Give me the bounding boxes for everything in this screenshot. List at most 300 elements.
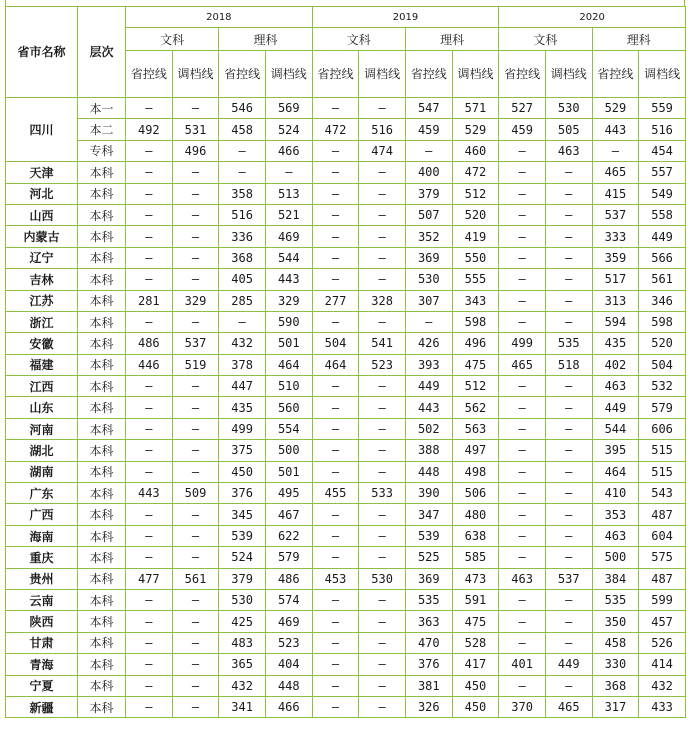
score-cell: — <box>312 611 359 632</box>
score-cell: 465 <box>499 354 546 375</box>
score-cell: 400 <box>405 162 452 183</box>
score-cell: — <box>359 397 406 418</box>
score-cell: 352 <box>405 226 452 247</box>
level-cell: 本科 <box>78 226 126 247</box>
score-cell: 638 <box>452 525 499 546</box>
score-cell: 347 <box>405 504 452 525</box>
score-cell: — <box>219 140 266 161</box>
score-cell: 487 <box>639 504 686 525</box>
score-cell: 523 <box>265 632 312 653</box>
score-cell: 524 <box>265 119 312 140</box>
score-cell: 486 <box>126 333 173 354</box>
level-cell: 本科 <box>78 333 126 354</box>
score-cell: — <box>359 204 406 225</box>
score-cell: — <box>126 589 173 610</box>
score-cell: 350 <box>592 611 639 632</box>
level-cell: 本科 <box>78 204 126 225</box>
level-header: 层次 <box>78 7 126 98</box>
score-cell: 530 <box>359 568 406 589</box>
score-cell: 376 <box>405 654 452 675</box>
score-cell: — <box>499 204 546 225</box>
score-cell: 410 <box>592 483 639 504</box>
score-cell: 502 <box>405 418 452 439</box>
province-cell: 江西 <box>6 376 78 397</box>
score-cell: 539 <box>219 525 266 546</box>
score-cell: 285 <box>219 290 266 311</box>
score-cell: 501 <box>265 333 312 354</box>
score-cell: 480 <box>452 504 499 525</box>
score-cell: 535 <box>592 589 639 610</box>
score-cell: 543 <box>639 483 686 504</box>
score-cell: — <box>545 290 592 311</box>
table-row <box>6 696 686 717</box>
province-cell: 河北 <box>6 183 78 204</box>
score-cell: 512 <box>452 183 499 204</box>
score-cell: — <box>312 98 359 119</box>
score-cell: 575 <box>639 547 686 568</box>
col-header-control-line: 省控线 <box>219 51 266 98</box>
score-cell: — <box>545 504 592 525</box>
score-cell: 557 <box>639 162 686 183</box>
score-cell: — <box>172 461 219 482</box>
province-cell: 辽宁 <box>6 247 78 268</box>
score-cell: — <box>545 162 592 183</box>
score-cell: 376 <box>219 483 266 504</box>
score-cell: — <box>545 525 592 546</box>
score-cell: 495 <box>265 483 312 504</box>
province-cell: 吉林 <box>6 269 78 290</box>
score-cell: 549 <box>639 183 686 204</box>
score-cell: 432 <box>219 333 266 354</box>
col-header-admission-line: 调档线 <box>172 51 219 98</box>
level-cell: 本科 <box>78 611 126 632</box>
level-cell: 本科 <box>78 632 126 653</box>
score-cell: — <box>312 504 359 525</box>
score-cell: 499 <box>499 333 546 354</box>
subject-header-science: 理科 <box>592 28 685 51</box>
score-cell: 470 <box>405 632 452 653</box>
score-cell: 458 <box>219 119 266 140</box>
table-row <box>6 290 686 311</box>
score-cell: 475 <box>452 354 499 375</box>
score-cell: 555 <box>452 269 499 290</box>
score-cell: 465 <box>545 696 592 717</box>
score-cell: 343 <box>452 290 499 311</box>
score-cell: 384 <box>592 568 639 589</box>
score-cell: — <box>172 183 219 204</box>
score-cell: 358 <box>219 183 266 204</box>
score-cell: 560 <box>265 397 312 418</box>
score-cell: — <box>126 504 173 525</box>
score-cell: — <box>359 696 406 717</box>
score-cell: 401 <box>499 654 546 675</box>
score-cell: 507 <box>405 204 452 225</box>
score-cell: — <box>126 418 173 439</box>
score-cell: 393 <box>405 354 452 375</box>
score-cell: — <box>312 162 359 183</box>
score-cell: 531 <box>172 119 219 140</box>
col-header-control-line: 省控线 <box>499 51 546 98</box>
province-cell: 云南 <box>6 589 78 610</box>
score-cell: 537 <box>592 204 639 225</box>
province-cell: 湖南 <box>6 461 78 482</box>
score-cell: — <box>172 696 219 717</box>
score-cell: — <box>172 269 219 290</box>
year-header-2018: 2018 <box>126 7 313 28</box>
score-cell: — <box>499 397 546 418</box>
score-cell: 529 <box>592 98 639 119</box>
score-cell: — <box>545 589 592 610</box>
score-cell: 465 <box>592 162 639 183</box>
score-cell: 561 <box>639 269 686 290</box>
score-cell: — <box>126 311 173 332</box>
level-cell: 本科 <box>78 654 126 675</box>
score-cell: 547 <box>405 98 452 119</box>
score-cell: — <box>312 632 359 653</box>
score-cell: 500 <box>592 547 639 568</box>
score-cell: — <box>312 247 359 268</box>
province-cell: 江苏 <box>6 290 78 311</box>
score-cell: — <box>172 504 219 525</box>
score-cell: — <box>545 204 592 225</box>
score-cell: 500 <box>265 440 312 461</box>
score-cell: 558 <box>639 204 686 225</box>
col-header-admission-line: 调档线 <box>452 51 499 98</box>
score-cell: 449 <box>639 226 686 247</box>
score-cell: — <box>545 547 592 568</box>
score-cell: 559 <box>639 98 686 119</box>
score-cell: — <box>359 525 406 546</box>
score-cell: 415 <box>592 183 639 204</box>
score-cell: 535 <box>405 589 452 610</box>
table-row <box>6 376 686 397</box>
score-cell: — <box>172 376 219 397</box>
score-cell: 365 <box>219 654 266 675</box>
score-cell: 544 <box>592 418 639 439</box>
score-cell: 530 <box>405 269 452 290</box>
score-cell: 435 <box>219 397 266 418</box>
score-cell: 574 <box>265 589 312 610</box>
score-cell: 515 <box>639 461 686 482</box>
score-cell: 467 <box>265 504 312 525</box>
score-cell: — <box>172 440 219 461</box>
score-cell: 516 <box>639 119 686 140</box>
score-cell: — <box>172 675 219 696</box>
score-cell: 459 <box>405 119 452 140</box>
score-cell: 523 <box>359 354 406 375</box>
score-cell: 307 <box>405 290 452 311</box>
province-cell: 安徽 <box>6 333 78 354</box>
score-cell: — <box>312 140 359 161</box>
province-cell: 广西 <box>6 504 78 525</box>
score-cell: 449 <box>545 654 592 675</box>
score-cell: 419 <box>452 226 499 247</box>
level-cell: 本科 <box>78 397 126 418</box>
score-cell: 571 <box>452 98 499 119</box>
score-cell: — <box>359 632 406 653</box>
score-cell: 459 <box>499 119 546 140</box>
score-cell: 533 <box>359 483 406 504</box>
score-cell: 569 <box>265 98 312 119</box>
province-cell: 天津 <box>6 162 78 183</box>
score-cell: 328 <box>359 290 406 311</box>
score-cell: 529 <box>452 119 499 140</box>
score-cell: 466 <box>265 140 312 161</box>
score-cell: — <box>126 204 173 225</box>
score-cell: — <box>172 204 219 225</box>
score-cell: 537 <box>545 568 592 589</box>
score-cell: — <box>172 162 219 183</box>
score-cell: — <box>172 311 219 332</box>
score-cell: — <box>126 247 173 268</box>
score-cell: — <box>312 461 359 482</box>
level-cell: 本一 <box>78 98 126 119</box>
score-cell: — <box>405 140 452 161</box>
score-cell: 537 <box>172 333 219 354</box>
subject-header-arts: 文科 <box>499 28 592 51</box>
score-cell: — <box>359 504 406 525</box>
level-cell: 本科 <box>78 440 126 461</box>
year-header-2020: 2020 <box>499 7 686 28</box>
score-cell: — <box>172 654 219 675</box>
score-cell: — <box>405 311 452 332</box>
score-cell: — <box>499 418 546 439</box>
score-cell: — <box>499 247 546 268</box>
table-row <box>6 675 686 696</box>
score-cell: 448 <box>265 675 312 696</box>
score-cell: — <box>359 589 406 610</box>
province-cell: 河南 <box>6 418 78 439</box>
table-row <box>6 140 686 161</box>
score-cell: 443 <box>592 119 639 140</box>
score-cell: 598 <box>639 311 686 332</box>
score-cell: — <box>359 247 406 268</box>
score-cell: — <box>499 311 546 332</box>
score-cell: 469 <box>265 611 312 632</box>
score-cell: — <box>126 226 173 247</box>
score-cell: 579 <box>265 547 312 568</box>
score-cell: — <box>312 654 359 675</box>
score-cell: 464 <box>592 461 639 482</box>
table-row <box>6 226 686 247</box>
col-header-control-line: 省控线 <box>126 51 173 98</box>
col-header-control-line: 省控线 <box>405 51 452 98</box>
table-row <box>6 98 686 119</box>
score-cell: — <box>126 547 173 568</box>
score-cell: — <box>312 397 359 418</box>
score-cell: — <box>499 611 546 632</box>
province-cell: 山西 <box>6 204 78 225</box>
score-cell: — <box>499 269 546 290</box>
level-cell: 专科 <box>78 140 126 161</box>
score-cell: — <box>359 269 406 290</box>
score-cell: 281 <box>126 290 173 311</box>
score-cell: 594 <box>592 311 639 332</box>
score-cell: 425 <box>219 611 266 632</box>
score-cell: 455 <box>312 483 359 504</box>
score-cell: 527 <box>499 98 546 119</box>
col-header-admission-line: 调档线 <box>359 51 406 98</box>
score-cell: — <box>359 547 406 568</box>
province-cell: 山东 <box>6 397 78 418</box>
score-cell: — <box>312 525 359 546</box>
year-header-row <box>6 7 686 28</box>
score-cell: 375 <box>219 440 266 461</box>
province-cell: 湖北 <box>6 440 78 461</box>
score-cell: 464 <box>265 354 312 375</box>
score-cell: 474 <box>359 140 406 161</box>
score-cell: — <box>126 397 173 418</box>
score-cell: 509 <box>172 483 219 504</box>
score-cell: 433 <box>639 696 686 717</box>
score-cell: 463 <box>592 376 639 397</box>
admission-score-table-container <box>5 0 695 734</box>
score-cell: — <box>126 632 173 653</box>
score-cell: 405 <box>219 269 266 290</box>
subject-header-arts: 文科 <box>126 28 219 51</box>
score-cell: 532 <box>639 376 686 397</box>
score-cell: 449 <box>405 376 452 397</box>
score-cell: 368 <box>219 247 266 268</box>
score-cell: 512 <box>452 376 499 397</box>
score-cell: — <box>499 461 546 482</box>
table-row <box>6 440 686 461</box>
score-cell: — <box>312 696 359 717</box>
score-cell: 497 <box>452 440 499 461</box>
table-row <box>6 568 686 589</box>
score-cell: — <box>126 525 173 546</box>
level-cell: 本科 <box>78 696 126 717</box>
score-cell: 487 <box>639 568 686 589</box>
province-cell: 宁夏 <box>6 675 78 696</box>
level-cell: 本科 <box>78 483 126 504</box>
score-cell: — <box>312 440 359 461</box>
level-cell: 本科 <box>78 290 126 311</box>
score-cell: 454 <box>639 140 686 161</box>
score-cell: — <box>359 461 406 482</box>
score-cell: 277 <box>312 290 359 311</box>
level-cell: 本科 <box>78 311 126 332</box>
score-cell: 579 <box>639 397 686 418</box>
score-cell: — <box>499 376 546 397</box>
score-cell: — <box>219 162 266 183</box>
score-cell: — <box>312 376 359 397</box>
level-cell: 本科 <box>78 354 126 375</box>
score-cell: 369 <box>405 247 452 268</box>
table-row <box>6 269 686 290</box>
score-cell: 563 <box>452 418 499 439</box>
score-cell: — <box>499 483 546 504</box>
score-cell: 526 <box>639 632 686 653</box>
province-cell: 陕西 <box>6 611 78 632</box>
score-cell: 521 <box>265 204 312 225</box>
score-cell: 317 <box>592 696 639 717</box>
score-cell: 447 <box>219 376 266 397</box>
table-row <box>6 162 686 183</box>
score-cell: 518 <box>545 354 592 375</box>
score-cell: 516 <box>219 204 266 225</box>
score-cell: — <box>545 632 592 653</box>
level-cell: 本科 <box>78 675 126 696</box>
score-cell: 506 <box>452 483 499 504</box>
score-cell: 457 <box>639 611 686 632</box>
score-cell: — <box>545 611 592 632</box>
score-cell: 524 <box>219 547 266 568</box>
score-cell: — <box>312 311 359 332</box>
score-cell: — <box>545 397 592 418</box>
score-cell: 492 <box>126 119 173 140</box>
score-cell: 432 <box>639 675 686 696</box>
score-cell: 458 <box>592 632 639 653</box>
score-cell: 472 <box>452 162 499 183</box>
score-cell: 443 <box>126 483 173 504</box>
level-cell: 本二 <box>78 119 126 140</box>
score-cell: 520 <box>452 204 499 225</box>
score-cell: — <box>126 98 173 119</box>
score-cell: — <box>172 525 219 546</box>
score-cell: 530 <box>545 98 592 119</box>
score-cell: 336 <box>219 226 266 247</box>
subject-header-arts: 文科 <box>312 28 405 51</box>
score-cell: 417 <box>452 654 499 675</box>
year-header-2019: 2019 <box>312 7 499 28</box>
score-cell: 450 <box>452 696 499 717</box>
score-cell: 472 <box>312 119 359 140</box>
score-cell: — <box>359 440 406 461</box>
score-cell: 463 <box>499 568 546 589</box>
col-header-admission-line: 调档线 <box>265 51 312 98</box>
score-cell: 313 <box>592 290 639 311</box>
score-cell: — <box>126 461 173 482</box>
score-cell: — <box>545 440 592 461</box>
table-row <box>6 547 686 568</box>
score-cell: 562 <box>452 397 499 418</box>
score-cell: 329 <box>265 290 312 311</box>
score-cell: 599 <box>639 589 686 610</box>
score-cell: 535 <box>545 333 592 354</box>
score-cell: 449 <box>592 397 639 418</box>
score-cell: 539 <box>405 525 452 546</box>
score-cell: 443 <box>405 397 452 418</box>
score-cell: — <box>172 247 219 268</box>
score-cell: 446 <box>126 354 173 375</box>
subject-header-science: 理科 <box>219 28 312 51</box>
province-cell: 广东 <box>6 483 78 504</box>
province-cell: 青海 <box>6 654 78 675</box>
score-cell: — <box>312 269 359 290</box>
score-cell: 460 <box>452 140 499 161</box>
score-cell: 515 <box>639 440 686 461</box>
score-cell: — <box>359 611 406 632</box>
province-cell: 内蒙古 <box>6 226 78 247</box>
score-cell: 528 <box>452 632 499 653</box>
score-cell: 463 <box>592 525 639 546</box>
score-cell: 530 <box>219 589 266 610</box>
score-cell: — <box>126 162 173 183</box>
score-cell: 432 <box>219 675 266 696</box>
level-cell: 本科 <box>78 269 126 290</box>
score-cell: — <box>312 226 359 247</box>
score-cell: 368 <box>592 675 639 696</box>
table-row <box>6 247 686 268</box>
level-cell: 本科 <box>78 162 126 183</box>
score-cell: 606 <box>639 418 686 439</box>
table-row <box>6 654 686 675</box>
score-cell: — <box>499 547 546 568</box>
score-cell: — <box>359 675 406 696</box>
score-cell: — <box>359 183 406 204</box>
col-header-admission-line: 调档线 <box>639 51 686 98</box>
